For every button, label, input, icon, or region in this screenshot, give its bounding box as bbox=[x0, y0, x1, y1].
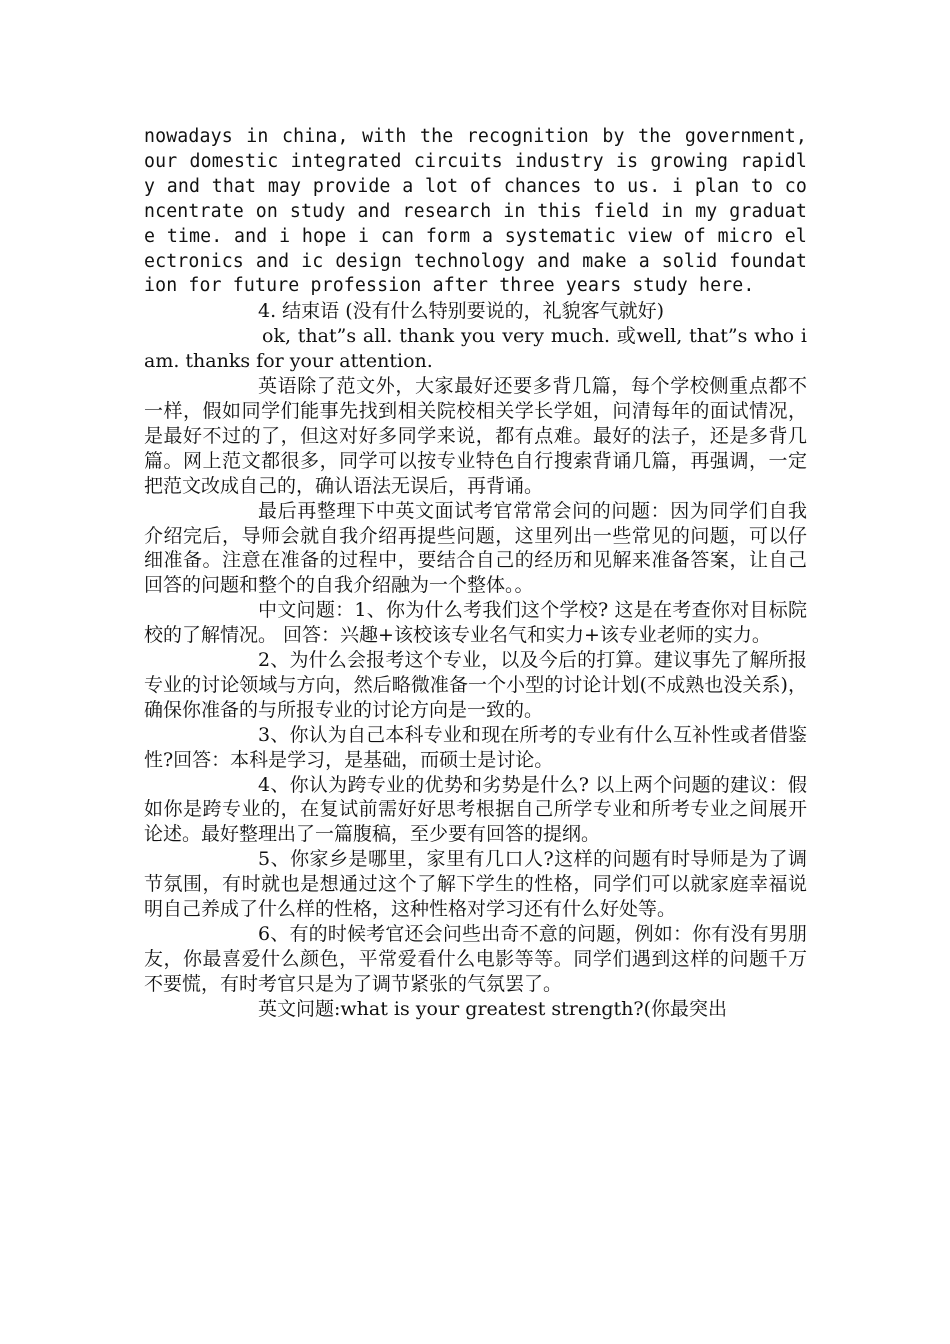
question-3-complementarity: 3、你认为自己本科专业和现在所考的专业有什么互补性或者借鉴性?回答：本科是学习，是基础，而硕士是讨论。 bbox=[144, 723, 807, 771]
question-6-unexpected: 6、有的时候考官还会问些出奇不意的问题，例如：你有没有男朋友，你最喜爱什么颜色，平常爱看什么电影等等。同学们遇到这样的问题千万不要慌，有时考官只是为了调节紧张的气氛罢了。 bbox=[144, 923, 807, 995]
english-paragraph-goals: nowadays in china, with the recognition by the government, our domestic integrated circuits industry is growing rapidly and that may provide a lot of chances to us. i plan to concentrate on study and research in this field in my graduate time. and i hope i can form a systematic view of micro electronics and ic design technology and make a solid foundation for future profession after three years study here. bbox=[144, 126, 807, 297]
question-1-why-school: 中文问题：1、你为什么考我们这个学校? 这是在考查你对目标院校的了解情况。 回答：兴趣+该校该专业名气和实力+该专业老师的实力。 bbox=[144, 599, 807, 647]
paragraph-common-questions-intro: 最后再整理下中英文面试考官常常会问的问题：因为同学们自我介绍完后，导师会就自我介绍再提些问题，这里列出一些常见的问题，可以仔细准备。注意在准备的过程中，要结合自己的经历和见解来准备答案，让自己回答的问题和整个的自我介绍融为一个整体。。 bbox=[144, 499, 807, 597]
document-body bbox=[144, 125, 807, 1022]
section-heading-closing: 4. 结束语 (没有什么特别要说的，礼貌客气就好) bbox=[258, 300, 665, 323]
question-5-hometown: 5、你家乡是哪里，家里有几口人?这样的问题有时导师是为了调节氛围，有时就也是想通过这个了解下学生的性格，同学们可以就家庭幸福说明自己养成了什么样的性格，这种性格对学习还有什么好处等。 bbox=[144, 848, 807, 921]
paragraph-memorize-advice: 英语除了范文外，大家最好还要多背几篇，每个学校侧重点都不一样，假如同学们能事先找到相关院校相关学长学姐，问清每年的面试情况，是最好不过的了，但这对好多同学来说，都有点难。最好的法子，还是多背几篇。网上范文都很多，同学可以按专业特色自行搜索背诵几篇，再强调，一定把范文改成自己的，确认语法无误后，再背诵。 bbox=[144, 375, 807, 497]
question-2-why-major: 2、为什么会报考这个专业，以及今后的打算。建议事先了解所报专业的讨论领域与方向，然后略微准备一个小型的讨论计划(不成熟也没关系)，确保你准备的与所报专业的讨论方向是一致的。 bbox=[144, 649, 807, 721]
english-questions-heading: 英文问题:what is your greatest strength?(你最突出 bbox=[258, 997, 728, 1020]
closing-remarks-example: ok, that”s all. thank you very much. 或well, that”s who i am. thanks for your attention. bbox=[144, 325, 807, 373]
question-4-cross-major: 4、你认为跨专业的优势和劣势是什么? 以上两个问题的建议：假如你是跨专业的，在复试前需好好思考根据自己所学专业和所考专业之间展开论述。最好整理出了一篇腹稿，至少要有回答的提纲。 bbox=[144, 773, 807, 846]
